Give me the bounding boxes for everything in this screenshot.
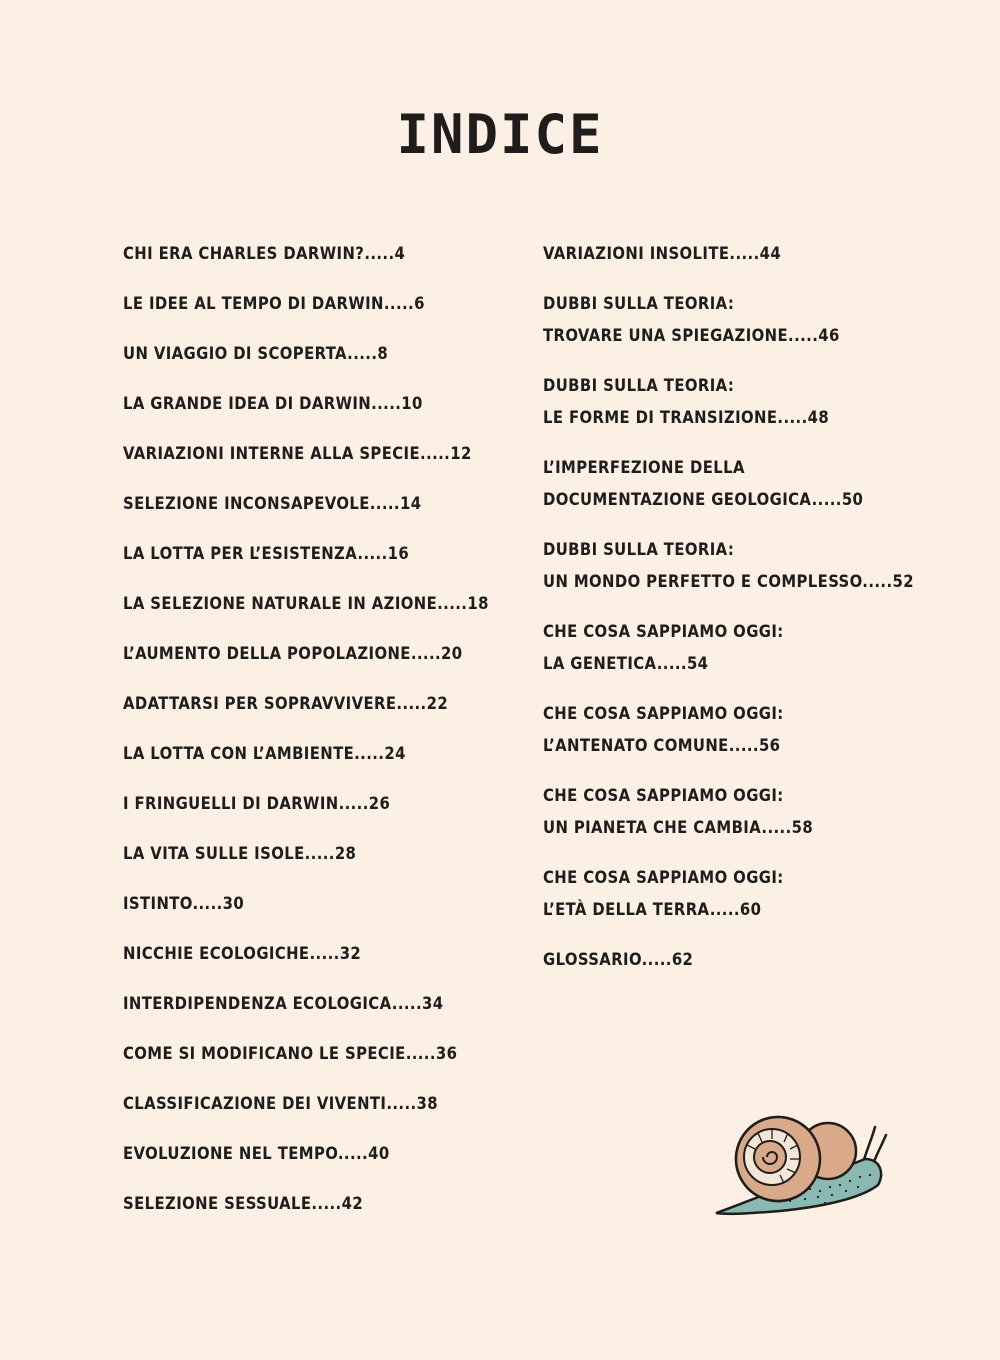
- toc-entry-lead: CHE COSA SAPPIAMO OGGI:: [543, 786, 784, 805]
- toc-entry-page: 50: [841, 490, 864, 509]
- toc-entry-lead: L’IMPERFEZIONE DELLA: [543, 458, 745, 477]
- toc-entry-line: LE FORME DI TRANSIZIONE.....48: [543, 408, 830, 427]
- toc-entry-line: SELEZIONE INCONSAPEVOLE.....14: [123, 494, 422, 513]
- toc-entry-line: CLASSIFICAZIONE DEI VIVENTI.....38: [123, 1094, 439, 1113]
- toc-entry-lead: CHE COSA SAPPIAMO OGGI:: [543, 868, 784, 887]
- toc-entry: [123, 238, 513, 288]
- toc-entry-title: LA GENETICA: [543, 654, 657, 673]
- toc-entry-line: VARIAZIONI INSOLITE.....44: [543, 244, 782, 263]
- toc-entry-page: 40: [368, 1144, 390, 1163]
- toc-entry-title: LA GRANDE IDEA DI DARWIN: [123, 394, 372, 413]
- toc-left-column: [123, 238, 513, 1238]
- toc-entry: [543, 780, 973, 844]
- toc-entry-title: TROVARE UNA SPIEGAZIONE: [543, 326, 789, 345]
- toc-entry: [123, 788, 513, 838]
- toc-entry-title: L’ANTENATO COMUNE: [543, 736, 729, 755]
- toc-entry: [543, 452, 973, 516]
- toc-entry-page: 48: [807, 408, 830, 427]
- toc-entry-line: EVOLUZIONE NEL TEMPO.....40: [123, 1144, 390, 1163]
- toc-entry: [123, 1188, 513, 1238]
- toc-entry-line: LA LOTTA CON L’AMBIENTE.....24: [123, 744, 406, 763]
- toc-entry-title: L’AUMENTO DELLA POPOLAZIONE: [123, 644, 411, 663]
- toc-entry: [123, 988, 513, 1038]
- toc-entry-line: L’AUMENTO DELLA POPOLAZIONE.....20: [123, 644, 463, 663]
- toc-entry-title: NICCHIE ECOLOGICHE: [123, 944, 310, 963]
- toc-entry-page: 52: [892, 572, 914, 591]
- toc-entry-page: 44: [759, 244, 782, 263]
- toc-entry-title: UN MONDO PERFETTO E COMPLESSO: [543, 572, 863, 591]
- toc-entry: [123, 538, 513, 588]
- toc-entry-lead: DUBBI SULLA TEORIA:: [543, 294, 735, 313]
- toc-entry-title: UN VIAGGIO DI SCOPERTA: [123, 344, 348, 363]
- toc-entry-title: LE IDEE AL TEMPO DI DARWIN: [123, 294, 384, 313]
- toc-entry-page: 10: [401, 394, 423, 413]
- toc-entry-page: 54: [686, 654, 709, 673]
- toc-entry-title: L’ETÀ DELLA TERRA: [543, 900, 710, 919]
- toc-entry-page: 8: [377, 344, 389, 363]
- toc-entry-title: SELEZIONE INCONSAPEVOLE: [123, 494, 370, 513]
- toc-entry: [123, 938, 513, 988]
- toc-entry-line: LE IDEE AL TEMPO DI DARWIN.....6: [123, 294, 425, 313]
- toc-entry-title: CLASSIFICAZIONE DEI VIVENTI: [123, 1094, 387, 1113]
- toc-entry-title: LA VITA SULLE ISOLE: [123, 844, 305, 863]
- toc-entry-line: VARIAZIONI INTERNE ALLA SPECIE.....12: [123, 444, 472, 463]
- toc-entry: [123, 388, 513, 438]
- toc-entry-line: COME SI MODIFICANO LE SPECIE.....36: [123, 1044, 458, 1063]
- toc-entry-line: UN PIANETA CHE CAMBIA.....58: [543, 818, 814, 837]
- toc-entry-line: DOCUMENTAZIONE GEOLOGICA.....50: [543, 490, 864, 509]
- snail-icon: [710, 1115, 890, 1220]
- toc-entry-page: 14: [399, 494, 422, 513]
- toc-right-column: [543, 238, 973, 994]
- toc-entry: [123, 1138, 513, 1188]
- toc-entry-title: LA SELEZIONE NATURALE IN AZIONE: [123, 594, 438, 613]
- toc-entry-line: ISTINTO.....30: [123, 894, 245, 913]
- toc-entry-line: LA GRANDE IDEA DI DARWIN.....10: [123, 394, 423, 413]
- toc-entry-page: 4: [394, 244, 406, 263]
- toc-entry-title: I FRINGUELLI DI DARWIN: [123, 794, 339, 813]
- toc-entry: [543, 944, 973, 976]
- toc-entry-lead: CHE COSA SAPPIAMO OGGI:: [543, 704, 784, 723]
- toc-entry-page: 12: [450, 444, 472, 463]
- toc-entry-line: NICCHIE ECOLOGICHE.....32: [123, 944, 362, 963]
- toc-entry: [123, 1088, 513, 1138]
- toc-entry-line: LA VITA SULLE ISOLE.....28: [123, 844, 357, 863]
- toc-entry: [123, 338, 513, 388]
- toc-entry-page: 16: [387, 544, 410, 563]
- toc-entry-lead: DUBBI SULLA TEORIA:: [543, 376, 735, 395]
- toc-entry-page: 24: [384, 744, 406, 763]
- toc-entry-page: 30: [222, 894, 245, 913]
- toc-entry: [543, 862, 973, 926]
- toc-entry-line: INTERDIPENDENZA ECOLOGICA.....34: [123, 994, 444, 1013]
- toc-entry-page: 28: [334, 844, 357, 863]
- toc-entry-title: INTERDIPENDENZA ECOLOGICA: [123, 994, 392, 1013]
- toc-entry: [123, 588, 513, 638]
- toc-entry-title: ADATTARSI PER SOPRAVVIVERE: [123, 694, 397, 713]
- toc-entry: [543, 616, 973, 680]
- toc-entry-title: COME SI MODIFICANO LE SPECIE: [123, 1044, 406, 1063]
- toc-entry-page: 20: [441, 644, 463, 663]
- toc-entry-line: SELEZIONE SESSUALE.....42: [123, 1194, 364, 1213]
- toc-entry: [123, 488, 513, 538]
- toc-entry-line: L’ETÀ DELLA TERRA.....60: [543, 900, 762, 919]
- toc-entry: [123, 288, 513, 338]
- page-title: INDICE: [396, 103, 604, 166]
- toc-entry: [543, 238, 973, 270]
- toc-entry-title: VARIAZIONI INTERNE ALLA SPECIE: [123, 444, 421, 463]
- toc-entry-title: SELEZIONE SESSUALE: [123, 1194, 312, 1213]
- toc-entry-page: 36: [435, 1044, 458, 1063]
- toc-entry-page: 6: [414, 294, 425, 313]
- toc-entry-page: 58: [791, 818, 814, 837]
- toc-entry: [123, 1038, 513, 1088]
- toc-entry: [123, 738, 513, 788]
- toc-entry: [123, 438, 513, 488]
- toc-entry-page: 22: [426, 694, 449, 713]
- toc-entry-line: LA SELEZIONE NATURALE IN AZIONE.....18: [123, 594, 489, 613]
- toc-entry-title: LA LOTTA CON L’AMBIENTE: [123, 744, 355, 763]
- toc-entry-line: CHI ERA CHARLES DARWIN?.....4: [123, 244, 406, 263]
- toc-entry-page: 38: [416, 1094, 439, 1113]
- toc-entry-line: L’ANTENATO COMUNE.....56: [543, 736, 781, 755]
- toc-entry: [543, 370, 973, 434]
- toc-entry-title: CHI ERA CHARLES DARWIN?: [123, 244, 365, 263]
- toc-entry-page: 18: [467, 594, 489, 613]
- toc-entry-title: VARIAZIONI INSOLITE: [543, 244, 730, 263]
- toc-entry-line: I FRINGUELLI DI DARWIN.....26: [123, 794, 391, 813]
- toc-entry-title: ISTINTO: [123, 894, 193, 913]
- toc-entry: [123, 638, 513, 688]
- toc-entry-line: UN VIAGGIO DI SCOPERTA.....8: [123, 344, 389, 363]
- toc-entry-line: LA GENETICA.....54: [543, 654, 709, 673]
- toc-entry-page: 42: [341, 1194, 364, 1213]
- toc-entry-page: 26: [368, 794, 391, 813]
- toc-entry-line: ADATTARSI PER SOPRAVVIVERE.....22: [123, 694, 449, 713]
- toc-entry-page: 32: [339, 944, 362, 963]
- toc-entry-title: GLOSSARIO: [543, 950, 642, 969]
- toc-entry-page: 46: [818, 326, 840, 345]
- toc-entry: [543, 288, 973, 352]
- toc-entry: [123, 688, 513, 738]
- toc-entry: [123, 888, 513, 938]
- toc-entry-line: TROVARE UNA SPIEGAZIONE.....46: [543, 326, 840, 345]
- toc-entry-title: EVOLUZIONE NEL TEMPO: [123, 1144, 338, 1163]
- toc-entry-title: UN PIANETA CHE CAMBIA: [543, 818, 762, 837]
- toc-entry-line: GLOSSARIO.....62: [543, 950, 694, 969]
- toc-entry-title: DOCUMENTAZIONE GEOLOGICA: [543, 490, 812, 509]
- toc-entry-page: 34: [421, 994, 444, 1013]
- toc-entry-lead: DUBBI SULLA TEORIA:: [543, 540, 735, 559]
- toc-entry-page: 56: [758, 736, 781, 755]
- toc-entry: [123, 838, 513, 888]
- toc-entry: [543, 534, 973, 598]
- toc-entry-title: LE FORME DI TRANSIZIONE: [543, 408, 778, 427]
- toc-entry-page: 62: [671, 950, 694, 969]
- toc-entry-title: LA LOTTA PER L’ESISTENZA: [123, 544, 358, 563]
- toc-entry-lead: CHE COSA SAPPIAMO OGGI:: [543, 622, 784, 641]
- toc-entry-page: 60: [739, 900, 762, 919]
- toc-entry: [543, 698, 973, 762]
- toc-entry-line: LA LOTTA PER L’ESISTENZA.....16: [123, 544, 410, 563]
- toc-entry-line: UN MONDO PERFETTO E COMPLESSO.....52: [543, 572, 914, 591]
